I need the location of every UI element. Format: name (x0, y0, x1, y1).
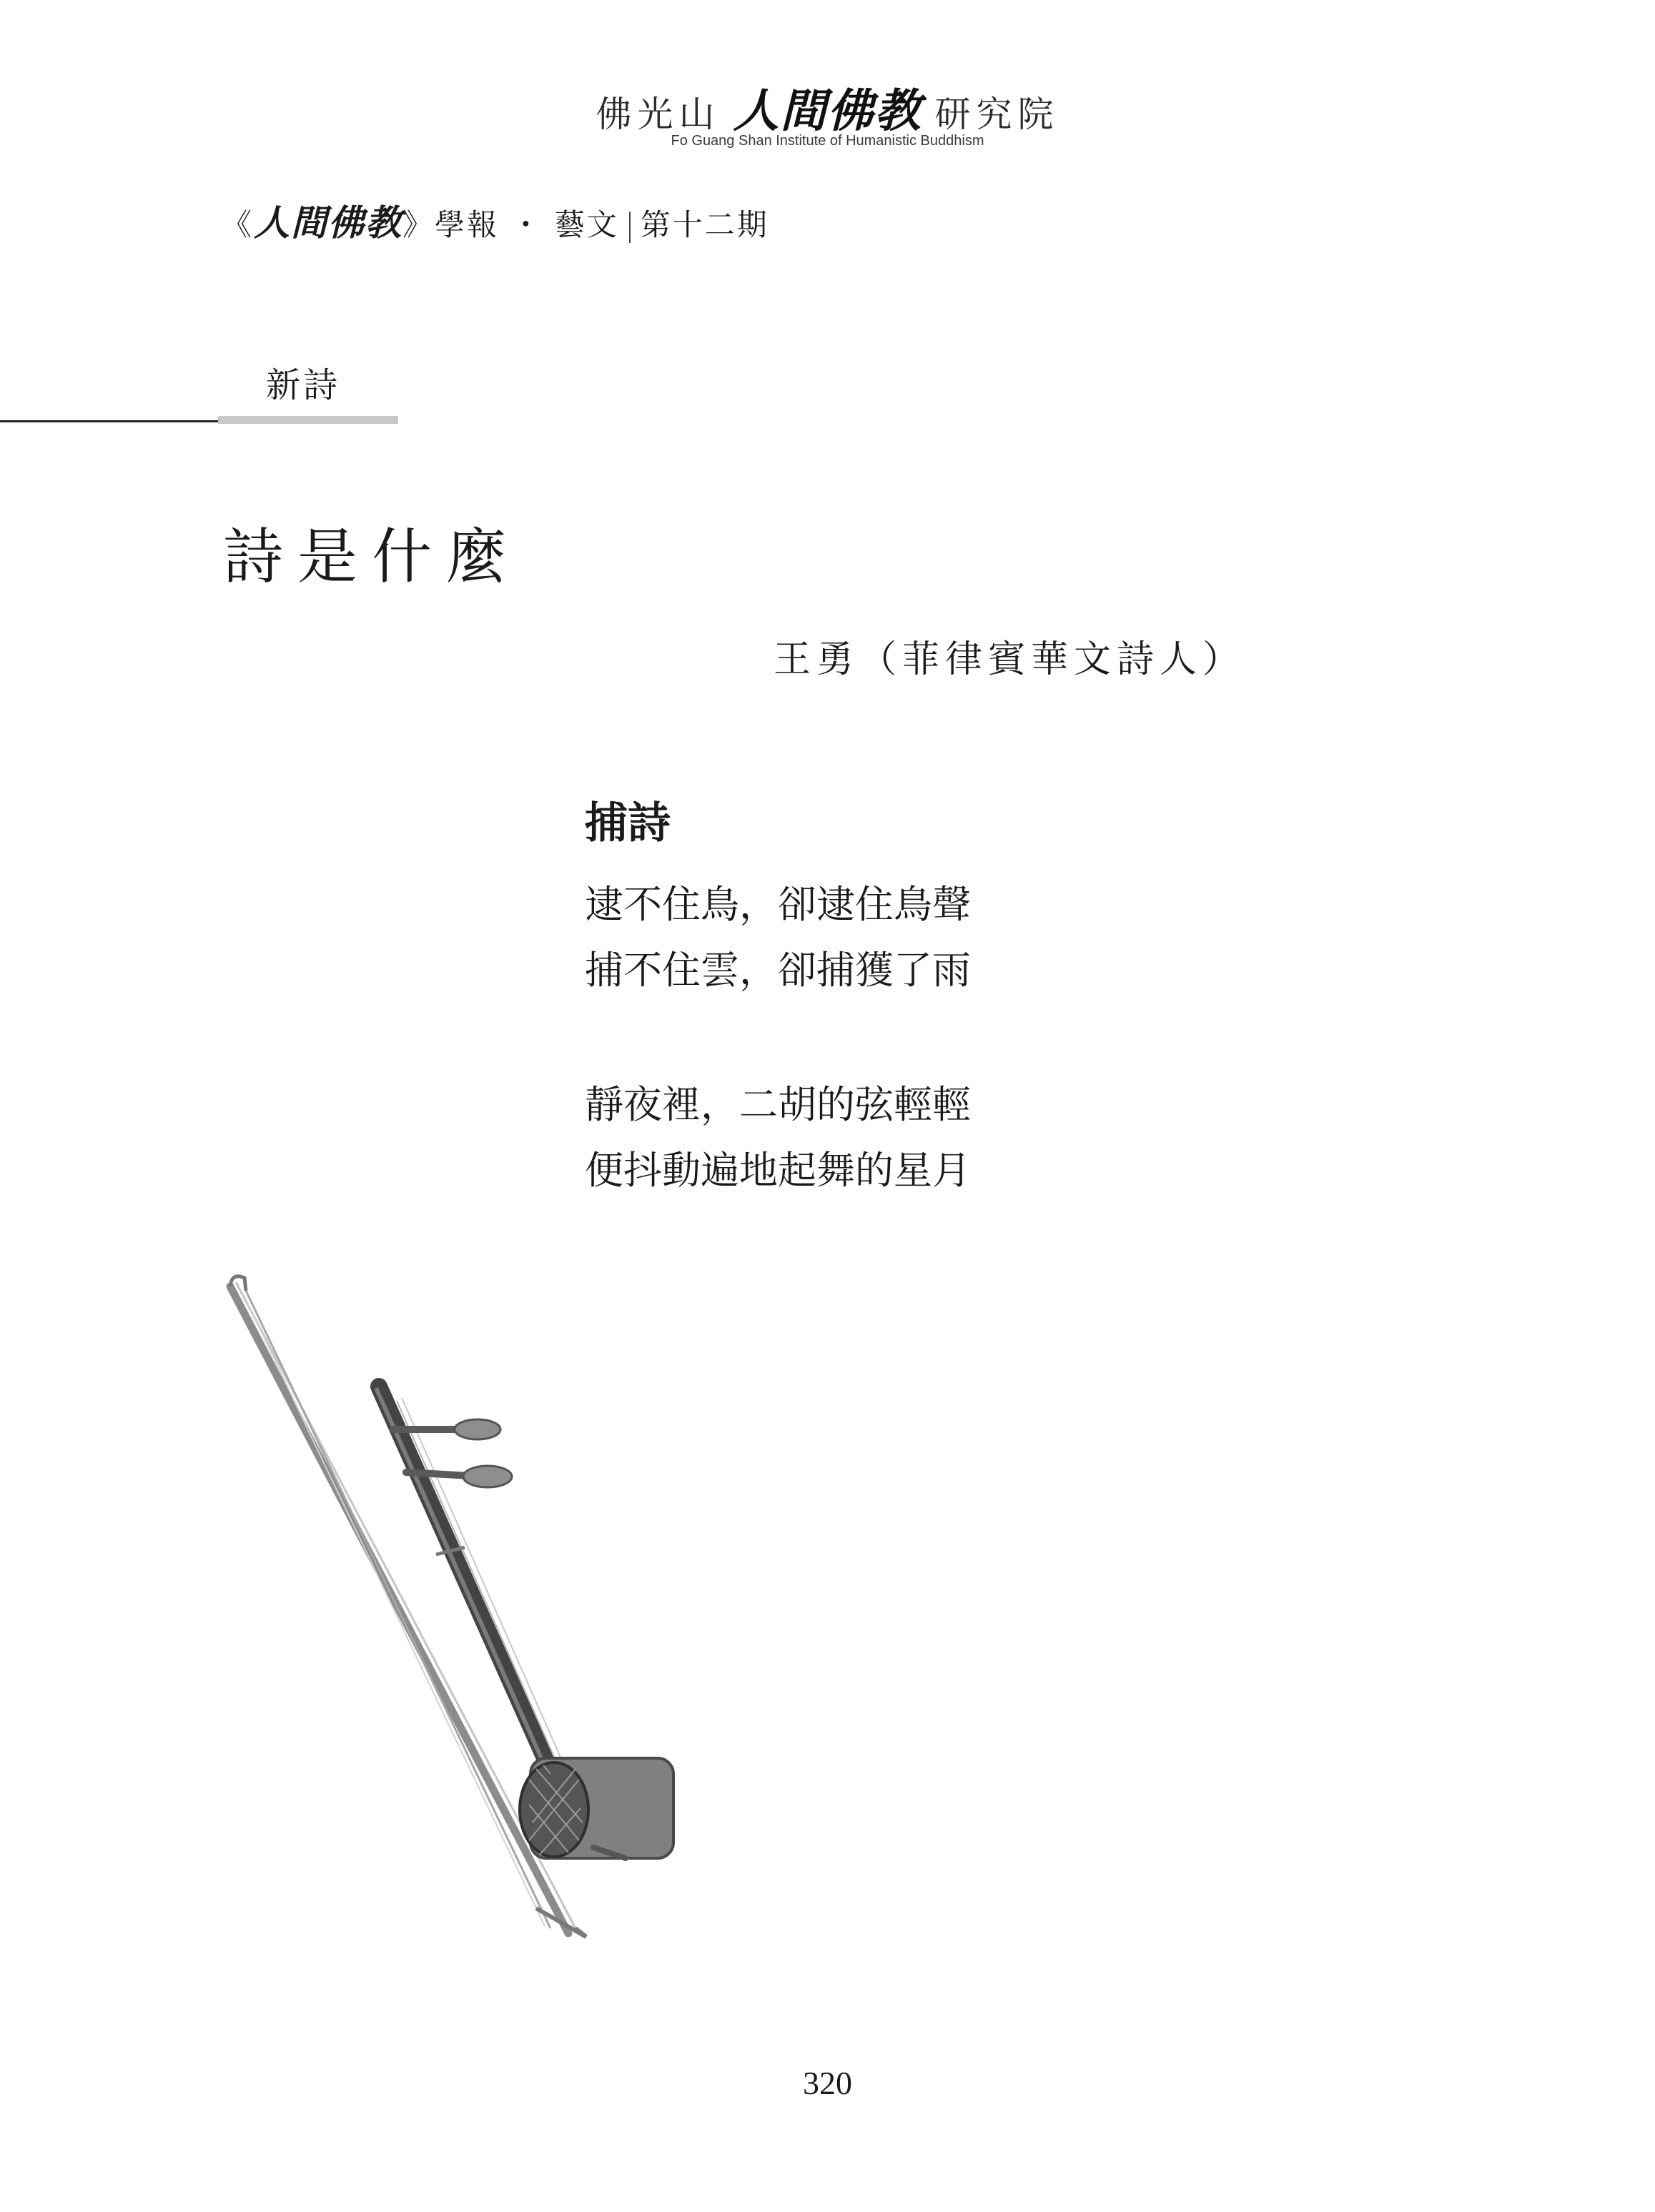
poem-body (585, 872, 971, 1204)
section-rule-black (0, 420, 218, 422)
section-rule-gray (218, 416, 398, 424)
institute-brand-logo: 人間佛教 (733, 85, 922, 138)
journal-brand-logo: 人間佛教 (254, 202, 403, 244)
section-label: 新詩 (266, 365, 341, 405)
institute-prefix: 佛光山 (596, 94, 721, 135)
poem-line: 便抖動遍地起舞的星月 (585, 1148, 971, 1193)
poem-line: 捕不住雲，卻捕獲了雨 (585, 948, 971, 993)
article-author: 王勇（菲律賓華文詩人） (774, 638, 1246, 681)
journal-name: 學報 ・ 藝文 (435, 207, 619, 242)
poem-line: 靜夜裡，二胡的弦輕輕 (585, 1082, 971, 1127)
journal-open-quote: 《 (222, 207, 255, 242)
institute-english-name: Fo Guang Shan Institute of Humanistic Buddhism (671, 133, 984, 149)
erhu-icon (214, 1265, 715, 1951)
poem-line: 逮不住鳥，卻逮住鳥聲 (585, 882, 971, 927)
institute-suffix: 研究院 (934, 94, 1059, 135)
page-number: 320 (803, 2065, 852, 2101)
poem-title: 捕詩 (585, 798, 671, 848)
journal-close-quote: 》 (402, 207, 435, 242)
article-title: 詩是什麼 (223, 522, 521, 592)
institute-header (0, 74, 1655, 140)
journal-issue: 第十二期 (640, 207, 769, 242)
journal-header (222, 194, 769, 246)
journal-divider (629, 212, 631, 243)
stanza-gap (585, 1003, 971, 1072)
